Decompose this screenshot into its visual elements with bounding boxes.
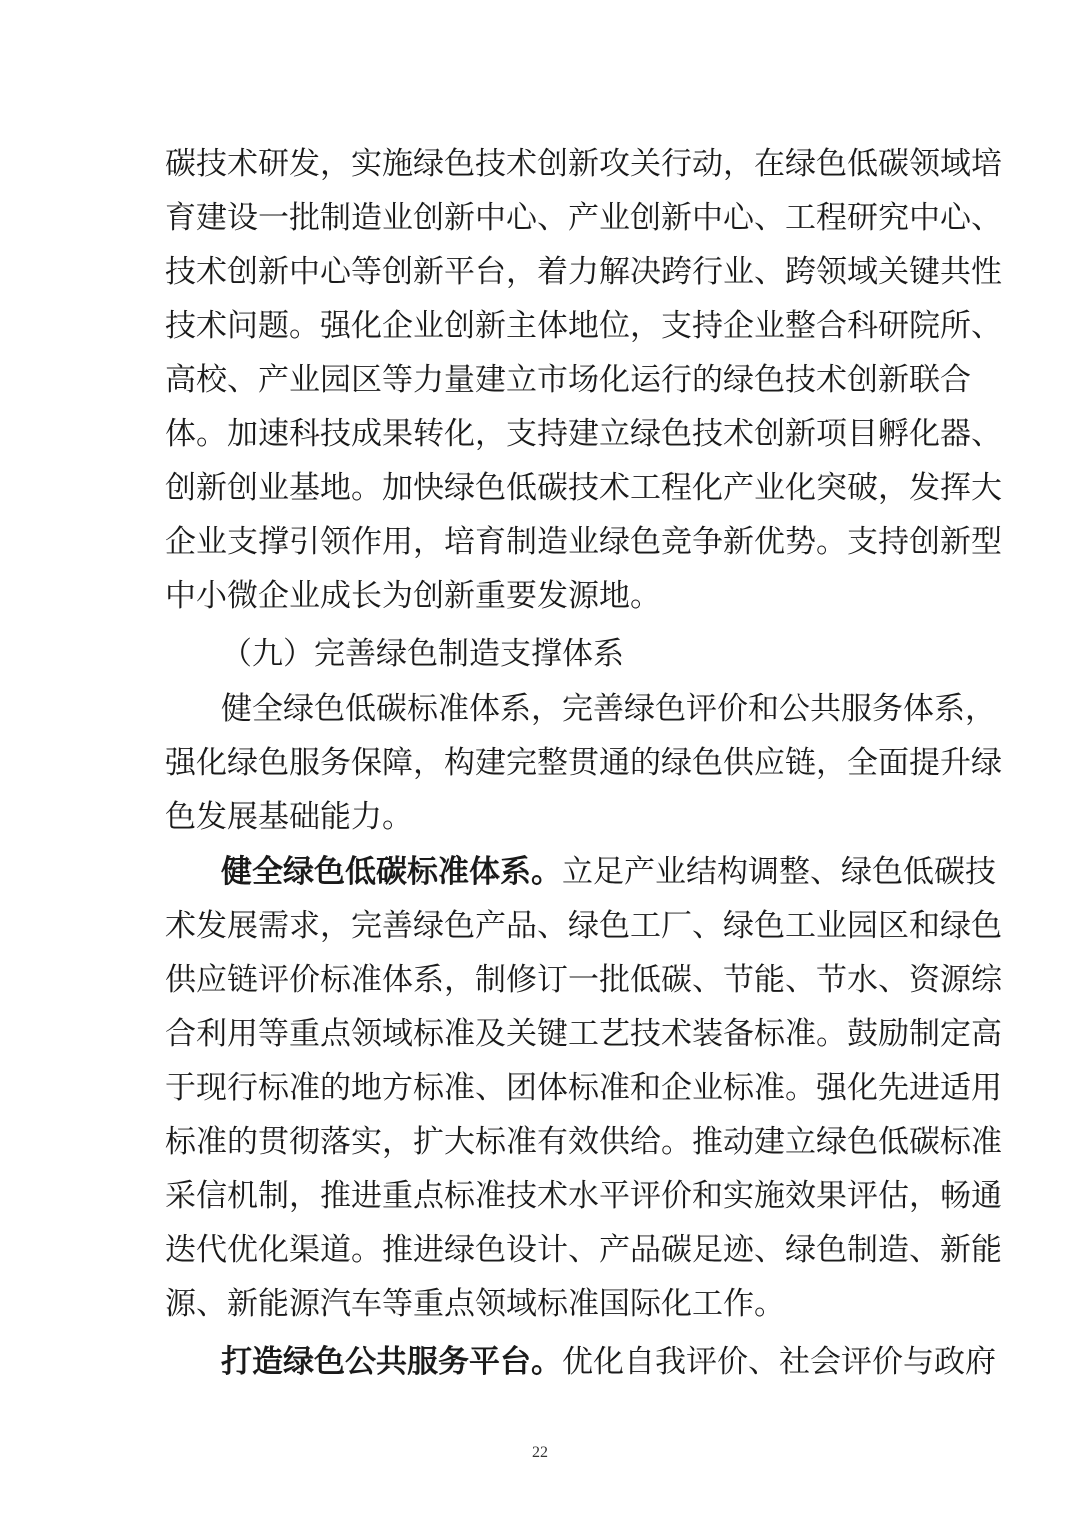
paragraph-line: 于现行标准的地方标准、团体标准和企业标准。强化先进适用 <box>165 1070 1002 1106</box>
paragraph-line: 术发展需求，完善绿色产品、绿色工厂、绿色工业园区和绿色 <box>165 908 1002 944</box>
paragraph-lead-bold: 打造绿色公共服务平台。 <box>221 1344 562 1380</box>
paragraph-line: 健全绿色低碳标准体系，完善绿色评价和公共服务体系， <box>221 691 996 727</box>
paragraph-lead-line <box>165 845 996 899</box>
section-heading: （九）完善绿色制造支撑体系 <box>221 636 624 672</box>
paragraph-tech-innovation <box>165 137 1002 623</box>
paragraph-lead-rest: 立足产业结构调整、绿色低碳技 <box>562 854 996 890</box>
paragraph-line: 供应链评价标准体系，制修订一批低碳、节能、节水、资源综 <box>165 962 1002 998</box>
paragraph-line: 体。加速科技成果转化，支持建立绿色技术创新项目孵化器、 <box>165 416 1002 452</box>
paragraph-line: 技术创新中心等创新平台，着力解决跨行业、跨领域关键共性 <box>165 254 1002 290</box>
paragraph-line: 高校、产业园区等力量建立市场化运行的绿色技术创新联合 <box>165 362 971 398</box>
paragraph-lead-bold: 健全绿色低碳标准体系。 <box>221 854 562 890</box>
paragraph-standards-system <box>165 845 1002 1331</box>
paragraph-line: 采信机制，推进重点标准技术水平评价和实施效果评估，畅通 <box>165 1178 1002 1214</box>
paragraph-line: 标准的贯彻落实，扩大标准有效供给。推动建立绿色低碳标准 <box>165 1124 1002 1160</box>
paragraph-line: 碳技术研发，实施绿色技术创新攻关行动，在绿色低碳领域培 <box>165 146 1002 182</box>
paragraph-public-service-platform <box>165 1335 996 1389</box>
paragraph-line: 中小微企业成长为创新重要发源地。 <box>165 578 661 614</box>
paragraph-support-system-intro <box>165 682 1002 844</box>
paragraph-line: 迭代优化渠道。推进绿色设计、产品碳足迹、绿色制造、新能 <box>165 1232 1002 1268</box>
paragraph-line: 合利用等重点领域标准及关键工艺技术装备标准。鼓励制定高 <box>165 1016 1002 1052</box>
paragraph-lead-rest: 优化自我评价、社会评价与政府 <box>562 1344 996 1380</box>
paragraph-line: 创新创业基地。加快绿色低碳技术工程化产业化突破，发挥大 <box>165 470 1002 506</box>
paragraph-line: 企业支撑引领作用，培育制造业绿色竞争新优势。支持创新型 <box>165 524 1002 560</box>
paragraph-line: 技术问题。强化企业创新主体地位，支持企业整合科研院所、 <box>165 308 1002 344</box>
paragraph-line: 色发展基础能力。 <box>165 799 413 835</box>
paragraph-lead-line <box>165 1335 996 1389</box>
paragraph-line: 源、新能源汽车等重点领域标准国际化工作。 <box>165 1286 785 1322</box>
paragraph-line: 强化绿色服务保障，构建完整贯通的绿色供应链，全面提升绿 <box>165 745 1002 781</box>
paragraph-line: 育建设一批制造业创新中心、产业创新中心、工程研究中心、 <box>165 200 1002 236</box>
page-number: 22 <box>532 1444 548 1461</box>
